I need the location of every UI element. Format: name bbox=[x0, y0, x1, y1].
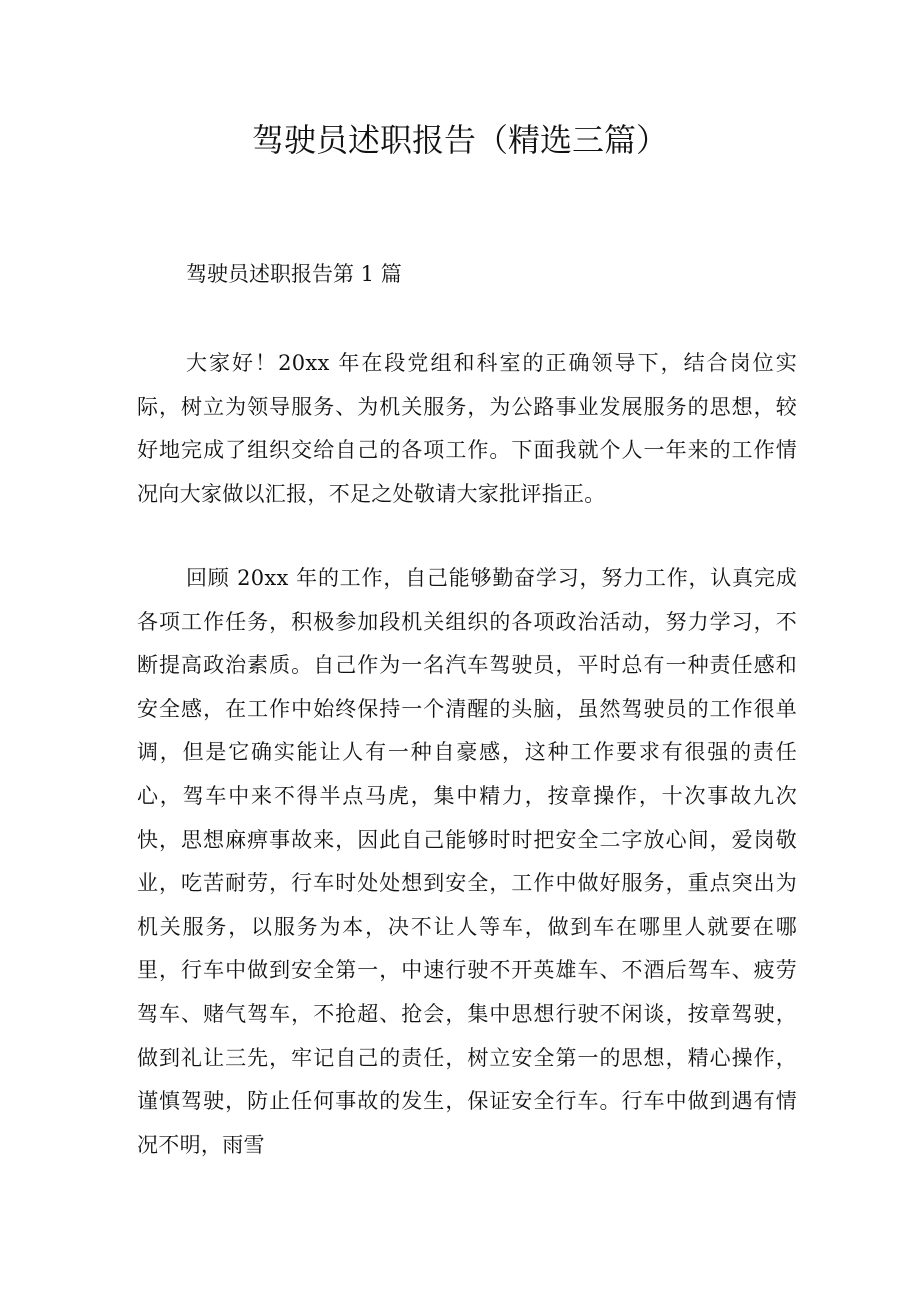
document-title: 驾驶员述职报告（精选三篇） bbox=[251, 121, 668, 159]
paragraph-2: 回顾 20xx 年的工作，自己能够勤奋学习，努力工作，认真完成各项工作任务，积极参加段机关组织的各项政治活动，努力学习，不断提高政治素质。自己作为一名汽车驾驶员，平时总有一种责任感和安全感，在工作中始终保持一个清醒的头脑，虽然驾驶员的工作很单调，但是它确实能让人有一种自豪感，这种工作要求有很强的责任心，驾车中来不得半点马虎，集中精力，按章操作，十次事故九次快，思想麻痹事故来，因此自己能够时时把安全二字放心间，爱岗敬业，吃苦耐劳，行车时处处想到安全，工作中做好服务，重点突出为机关服务，以服务为本，决不让人等车，做到车在哪里人就要在哪里，行车中做到安全第一，中速行驶不开英雄车、不酒后驾车、疲劳驾车、赌气驾车，不抢超、抢会，集中思想行驶不闲谈，按章驾驶，做到礼让三先，牢记自己的责任，树立安全第一的思想，精心操作，谨慎驾驶，防止任何事故的发生，保证安全行车。行车中做到遇有情况不明，雨雪 bbox=[137, 566, 797, 1157]
section-heading: 驾驶员述职报告第 1 篇 bbox=[186, 262, 402, 286]
paragraph-1: 大家好！20xx 年在段党组和科室的正确领导下，结合岗位实际，树立为领导服务、为机关服务，为公路事业发展服务的思想，较好地完成了组织交给自己的各项工作。下面我就个人一年来的工作情况向大家做以汇报，不足之处敬请大家批评指正。 bbox=[137, 351, 797, 506]
